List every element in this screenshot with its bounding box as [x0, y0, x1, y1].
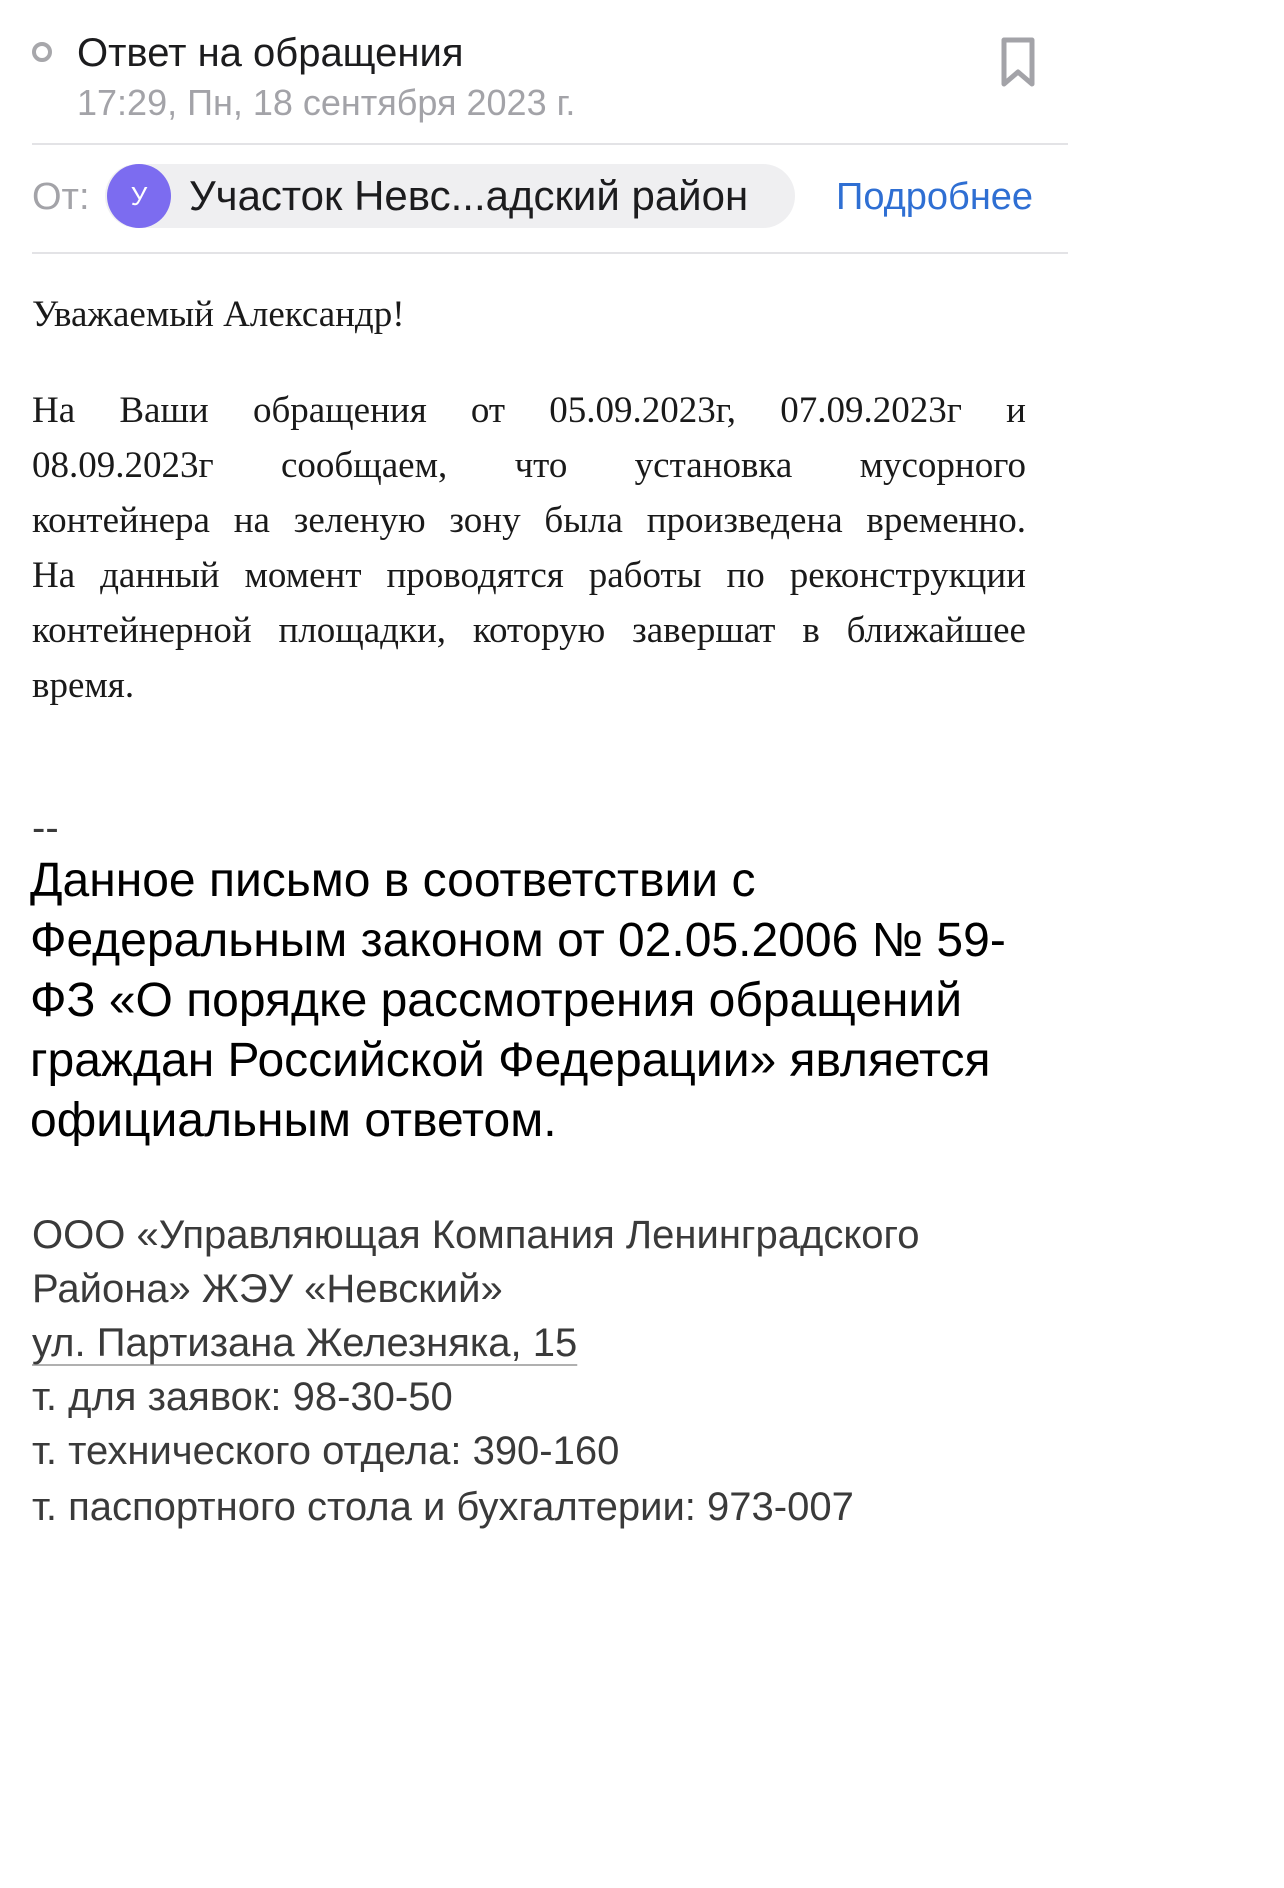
- word: На: [32, 555, 76, 596]
- word: от: [470, 390, 506, 431]
- word: зону: [449, 500, 521, 541]
- word: площадки,: [278, 610, 446, 651]
- sender-chip[interactable]: [105, 164, 795, 228]
- word: произведена: [646, 500, 843, 541]
- word: что: [514, 445, 568, 486]
- word: контейнерной: [32, 610, 252, 651]
- sender-divider: [32, 252, 1068, 254]
- details-link[interactable]: Подробнее: [836, 176, 1034, 218]
- read-status-indicator: [32, 42, 52, 62]
- legal-notice-line: Федеральным законом от 02.05.2006 № 59-: [30, 914, 1006, 967]
- from-label: От:: [32, 176, 90, 218]
- paragraph-line-2: [32, 439, 1026, 493]
- word: сообщаем,: [281, 445, 448, 486]
- word: время.: [32, 665, 135, 706]
- paragraph-line-5: [32, 604, 1026, 658]
- word: по: [726, 555, 765, 596]
- address-line: [32, 1317, 577, 1369]
- word: реконструкции: [789, 555, 1026, 596]
- word: ближайшее: [846, 610, 1026, 651]
- phone-technical: т. технического отдела: 390-160: [32, 1429, 620, 1473]
- greeting: Уважаемый Александр!: [32, 294, 405, 335]
- word: Ваши: [119, 390, 209, 431]
- word: установка: [634, 445, 793, 486]
- header-divider: [32, 143, 1068, 145]
- organization-name: ООО «Управляющая Компания Ленинградского: [32, 1213, 920, 1257]
- paragraph-line-3: [32, 494, 1026, 548]
- email-subject: Ответ на обращения: [77, 31, 464, 75]
- word: зеленую: [293, 500, 426, 541]
- word: была: [544, 500, 623, 541]
- legal-notice-line: официальным ответом.: [30, 1094, 557, 1147]
- sender-name: Участок Невс...адский район: [189, 172, 749, 219]
- word: проводятся: [386, 555, 564, 596]
- sender-avatar: У: [107, 164, 171, 228]
- paragraph-line-4: [32, 549, 1026, 603]
- word: в: [802, 610, 820, 651]
- signature-separator: --: [32, 806, 59, 850]
- bookmark-icon[interactable]: [998, 36, 1038, 90]
- email-date: 17:29, Пн, 18 сентября 2023 г.: [77, 82, 576, 123]
- word: мусорного: [859, 445, 1026, 486]
- word: 07.09.2023г: [780, 390, 962, 431]
- word: 08.09.2023г: [32, 445, 214, 486]
- address-link[interactable]: ул. Партизана Железняка, 15: [32, 1321, 578, 1365]
- word: и: [1006, 390, 1026, 431]
- word: на: [233, 500, 270, 541]
- word: временно.: [866, 500, 1026, 541]
- word: обращения: [252, 390, 427, 431]
- word: работы: [588, 555, 702, 596]
- email-header: [0, 0, 1080, 145]
- phone-passport-accounting: т. паспортного стола и бухгалтерии: 973-007: [32, 1485, 854, 1529]
- word: 05.09.2023г,: [549, 390, 737, 431]
- legal-notice-line: ФЗ «О порядке рассмотрения обращений: [30, 974, 963, 1027]
- paragraph-line-6: [32, 659, 1026, 713]
- word: момент: [244, 555, 362, 596]
- word: завершат: [632, 610, 776, 651]
- word: данный: [100, 555, 220, 596]
- word: На: [32, 390, 76, 431]
- legal-notice-line: Данное письмо в соответствии с: [30, 854, 756, 907]
- word: контейнера: [32, 500, 210, 541]
- phone-requests: т. для заявок: 98-30-50: [32, 1375, 453, 1419]
- organization-name-continued: Района» ЖЭУ «Невский»: [32, 1267, 503, 1311]
- legal-notice-line: граждан Российской Федерации» является: [30, 1034, 991, 1087]
- word: которую: [472, 610, 606, 651]
- paragraph-line-1: [32, 384, 1026, 438]
